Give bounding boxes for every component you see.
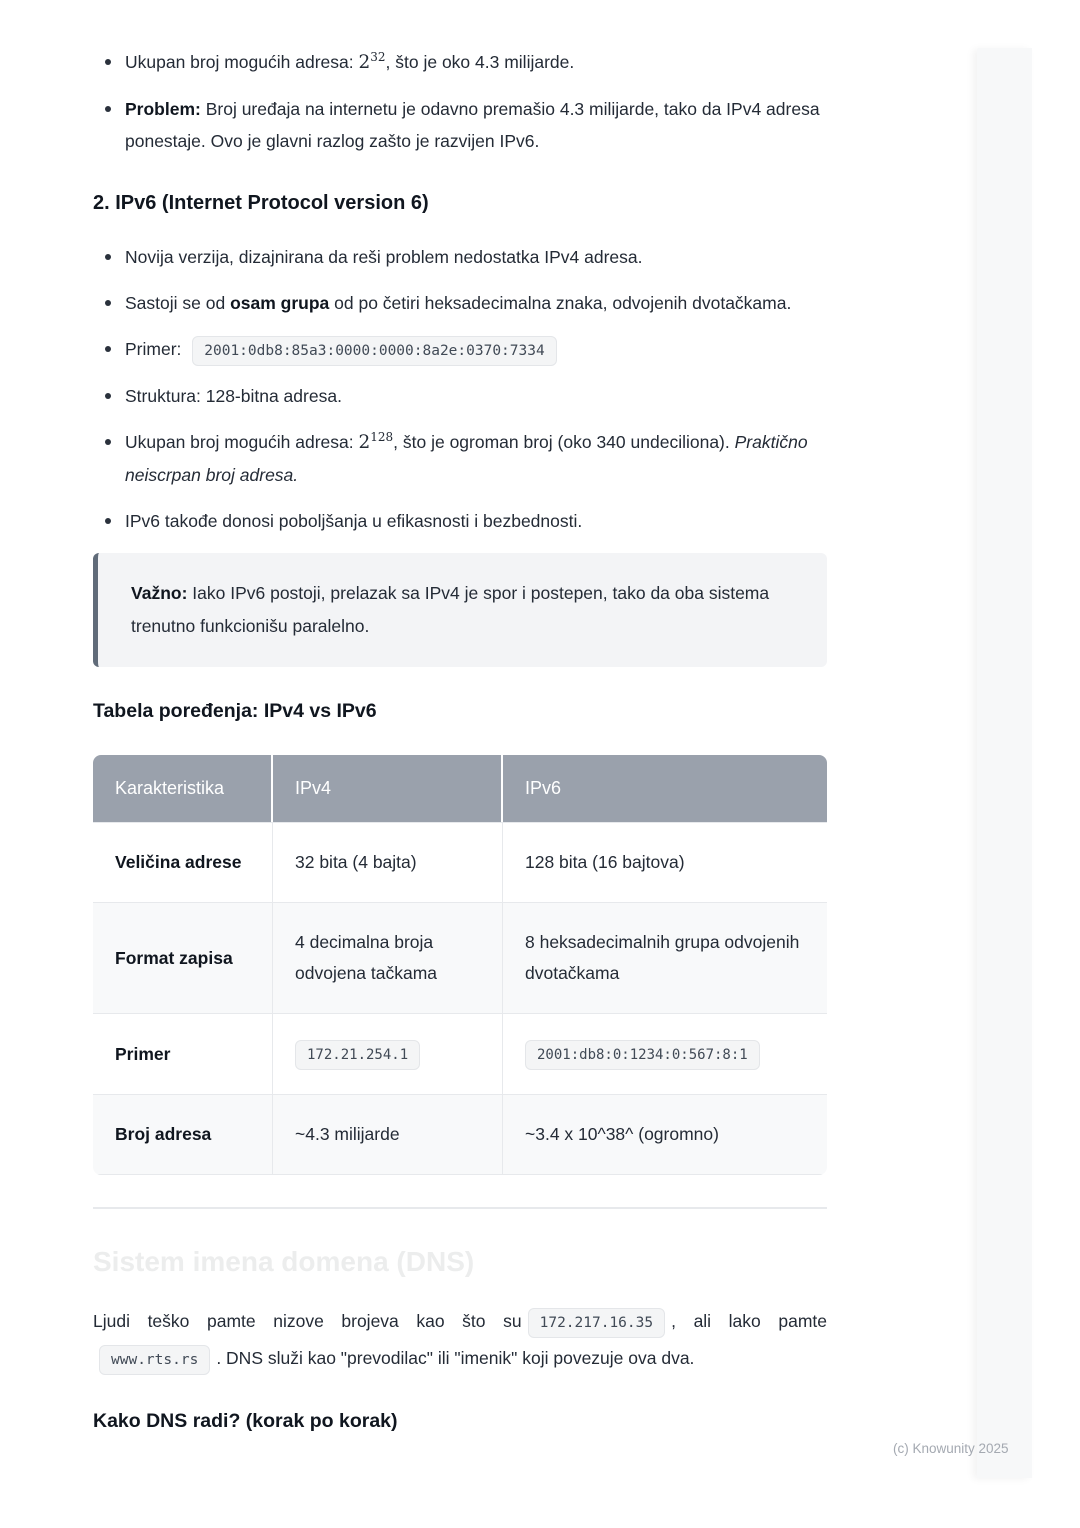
table-row bbox=[93, 1013, 827, 1094]
bullet-text: IPv6 takođe donosi poboljšanja u efikasnosti i bezbednosti. bbox=[125, 511, 583, 531]
callout-text: Važno: Iako IPv6 postoji, prelazak sa IPv4 je spor i postepen, tako da oba sistema trenutno funkcionišu paralelno. bbox=[131, 583, 770, 636]
table-header-cell: IPv6 bbox=[503, 755, 827, 822]
document-content bbox=[93, 0, 827, 1433]
table-cell: 4 decimalna broja odvojena tačkama bbox=[273, 902, 503, 1013]
table-cell: Format zapisa bbox=[93, 902, 273, 1013]
table-header-cell: Karakteristika bbox=[93, 755, 273, 822]
table-cell: Veličina adrese bbox=[93, 822, 273, 902]
list-item bbox=[125, 241, 827, 273]
copyright-watermark: (c) Knowunity 2025 bbox=[893, 1441, 1009, 1456]
section-divider bbox=[93, 1207, 827, 1209]
bullet-text: , što je oko 4.3 milijarde. bbox=[385, 52, 575, 72]
table-code-value: 172.21.254.1 bbox=[295, 1040, 420, 1070]
table-cell: ~3.4 x 10^38^ (ogromno) bbox=[503, 1094, 827, 1175]
bullet-text: Struktura: 128-bitna adresa. bbox=[125, 386, 342, 406]
bullet-text: Sastoji se od bbox=[125, 293, 231, 313]
table-row bbox=[93, 902, 827, 1013]
ip-address-code: 172.217.16.35 bbox=[528, 1308, 666, 1338]
table-cell: 128 bita (16 bajtova) bbox=[503, 822, 827, 902]
bullet-text: Ukupan broj mogućih adresa: bbox=[125, 52, 359, 72]
table-cell: 8 heksadecimalnih grupa odvojenih dvotačkama bbox=[503, 902, 827, 1013]
list-item bbox=[125, 333, 827, 366]
list-item bbox=[125, 426, 827, 491]
dns-section-heading-faded: Sistem imena domena (DNS) bbox=[93, 1246, 475, 1277]
list-item bbox=[125, 505, 827, 537]
bullet-text: Broj uređaja na internetu je odavno premašio 4.3 milijarde, tako da IPv4 adresa ponestaje. Ovo je glavni razlog zašto je razvijen IPv6. bbox=[125, 99, 820, 151]
math-power: $2^{128}$ bbox=[358, 430, 394, 453]
bullet-bold: Problem: bbox=[125, 99, 201, 119]
table-code-value: 2001:db8:0:1234:0:567:8:1 bbox=[525, 1040, 760, 1070]
ipv6-feature-list bbox=[93, 241, 827, 537]
ipv6-address-code: 2001:0db8:85a3:0000:0000:8a2e:0370:7334 bbox=[192, 336, 556, 366]
table-row bbox=[93, 1094, 827, 1175]
list-item bbox=[125, 287, 827, 319]
domain-name-code: www.rts.rs bbox=[99, 1345, 210, 1375]
table-header-cell: IPv4 bbox=[273, 755, 503, 822]
bullet-text: Primer: bbox=[125, 339, 187, 359]
list-item bbox=[125, 46, 827, 79]
bullet-italic: Praktično neiscrpan broj adresa. bbox=[125, 432, 808, 485]
bullet-text: Novija verzija, dizajnirana da reši problem nedostatka IPv4 adresa. bbox=[125, 247, 643, 267]
ipv4-summary-list bbox=[93, 46, 827, 157]
bullet-bold: osam grupa bbox=[230, 293, 330, 313]
paragraph-text: , ali lako pamte bbox=[671, 1311, 827, 1331]
table-row bbox=[93, 822, 827, 902]
dns-how-heading: Kako DNS radi? (korak po korak) bbox=[93, 1410, 398, 1432]
bullet-text: , što je ogroman broj (oko 340 undeciliona). bbox=[393, 432, 735, 452]
table-body bbox=[93, 822, 827, 1175]
comparison-table-wrap bbox=[93, 755, 827, 1175]
bullet-text: Ukupan broj mogućih adresa: bbox=[125, 432, 359, 452]
table-cell: 32 bita (4 bajta) bbox=[273, 822, 503, 902]
math-power: $2^{32}$ bbox=[358, 50, 386, 73]
paragraph-text: Ljudi teško pamte nizove brojeva kao što su bbox=[93, 1311, 522, 1331]
table-cell: Primer bbox=[93, 1013, 273, 1094]
table-cell: ~4.3 milijarde bbox=[273, 1094, 503, 1175]
paragraph-text: . DNS služi kao "prevodilac" ili "imenik" koji povezuje ova dva. bbox=[216, 1348, 695, 1368]
comparison-table-heading: Tabela poređenja: IPv4 vs IPv6 bbox=[93, 700, 377, 722]
comparison-table bbox=[93, 755, 827, 1175]
table-cell bbox=[273, 1013, 503, 1094]
bullet-text: od po četiri heksadecimalna znaka, odvojenih dvotačkama. bbox=[329, 293, 792, 313]
next-page-preview[interactable] bbox=[977, 48, 1032, 1478]
dns-paragraph bbox=[93, 1303, 827, 1377]
callout-bold: Važno: bbox=[131, 583, 188, 603]
table-cell bbox=[503, 1013, 827, 1094]
section-heading-ipv6: 2. IPv6 (Internet Protocol version 6) bbox=[93, 192, 429, 214]
table-header-row bbox=[93, 755, 827, 822]
list-item bbox=[125, 380, 827, 412]
table-cell: Broj adresa bbox=[93, 1094, 273, 1175]
list-item bbox=[125, 93, 827, 157]
important-callout bbox=[93, 553, 827, 667]
